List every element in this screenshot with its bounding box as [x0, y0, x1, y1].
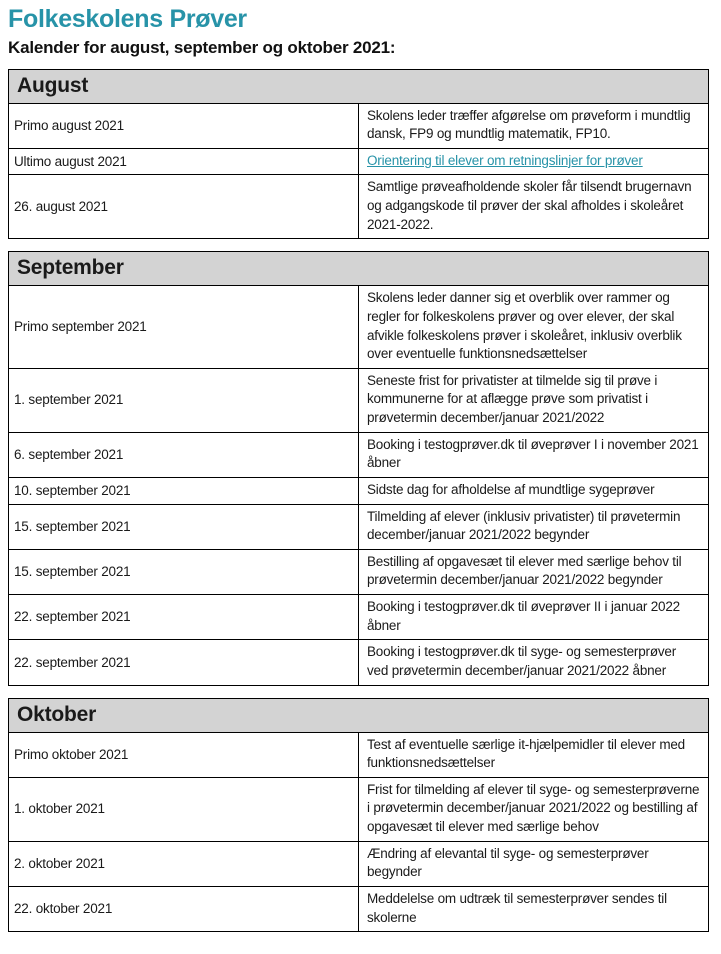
month-table-body	[9, 103, 709, 239]
date-cell: 10. september 2021	[9, 477, 359, 504]
date-cell: 15. september 2021	[9, 549, 359, 594]
table-row	[9, 103, 709, 148]
table-row	[9, 777, 709, 841]
date-cell: Primo september 2021	[9, 286, 359, 369]
month-header: August	[9, 69, 709, 103]
date-cell: Primo august 2021	[9, 103, 359, 148]
description-cell: Frist for tilmelding af elever til syge- og semesterprøverne i prøvetermin december/januar 2021/2022 og bestilling af opgavesæt til elever med særlige behov	[359, 777, 709, 841]
table-row	[9, 477, 709, 504]
description-cell: Test af eventuelle særlige it-hjælpemidler til elever med funktionsnedsættelser	[359, 732, 709, 777]
page-subtitle: Kalender for august, september og oktober 2021:	[8, 37, 396, 57]
month-header: September	[9, 252, 709, 286]
date-cell: 1. oktober 2021	[9, 777, 359, 841]
description-cell: Sidste dag for afholdelse af mundtlige sygeprøver	[359, 477, 709, 504]
description-cell: Meddelelse om udtræk til semesterprøver sendes til skolerne	[359, 886, 709, 931]
table-row	[9, 886, 709, 931]
description-cell: Booking i testogprøver.dk til syge- og semesterprøver ved prøvetermin december/januar 2021/2022 åbner	[359, 640, 709, 685]
table-row	[9, 286, 709, 369]
table-row	[9, 549, 709, 594]
table-row	[9, 841, 709, 886]
date-cell: Ultimo august 2021	[9, 148, 359, 175]
description-cell: Tilmelding af elever (inklusiv privatister) til prøvetermin december/januar 2021/2022 begynder	[359, 504, 709, 549]
description-cell: Seneste frist for privatister at tilmelde sig til prøve i kommunerne for at aflægge prøve som privatist i prøvetermin december/januar 2021/2022	[359, 368, 709, 432]
date-cell: Primo oktober 2021	[9, 732, 359, 777]
page-title: Folkeskolens Prøver	[8, 5, 247, 33]
description-cell: Ændring af elevantal til syge- og semesterprøver begynder	[359, 841, 709, 886]
date-cell: 6. september 2021	[9, 432, 359, 477]
table-row	[9, 595, 709, 640]
date-cell: 22. september 2021	[9, 595, 359, 640]
month-header-row	[9, 252, 709, 286]
month-table-august	[8, 69, 709, 240]
description-cell: Booking i testogprøver.dk til øveprøver II i januar 2022 åbner	[359, 595, 709, 640]
description-cell	[359, 148, 709, 175]
month-header-row	[9, 69, 709, 103]
date-cell: 1. september 2021	[9, 368, 359, 432]
month-table-body	[9, 732, 709, 932]
month-table-september	[8, 251, 709, 685]
description-cell: Booking i testogprøver.dk til øveprøver I i november 2021 åbner	[359, 432, 709, 477]
date-cell: 15. september 2021	[9, 504, 359, 549]
table-row	[9, 732, 709, 777]
description-cell: Skolens leder danner sig et overblik over rammer og regler for folkeskolens prøver og over elever, der skal afvikle folkeskolens prøver i skoleåret, inklusiv overblik over eventuelle funktionsnedsættelser	[359, 286, 709, 369]
description-cell: Skolens leder træffer afgørelse om prøveform i mundtlig dansk, FP9 og mundtlig matematik, FP10.	[359, 103, 709, 148]
link-orientering-retningslinjer[interactable]: Orientering til elever om retningslinjer for prøver	[367, 152, 643, 168]
description-cell: Samtlige prøveafholdende skoler får tilsendt brugernavn og adgangskode til prøver der skal afholdes i skoleåret 2021-2022.	[359, 175, 709, 239]
month-table-body	[9, 286, 709, 685]
tables-container	[8, 69, 713, 933]
description-cell: Bestilling af opgavesæt til elever med særlige behov til prøvetermin december/januar 2021/2022 begynder	[359, 549, 709, 594]
table-row	[9, 432, 709, 477]
date-cell: 2. oktober 2021	[9, 841, 359, 886]
date-cell: 22. oktober 2021	[9, 886, 359, 931]
table-row	[9, 148, 709, 175]
table-row	[9, 640, 709, 685]
month-header: Oktober	[9, 698, 709, 732]
month-header-row	[9, 698, 709, 732]
date-cell: 22. september 2021	[9, 640, 359, 685]
month-table-oktober	[8, 698, 709, 933]
table-row	[9, 368, 709, 432]
table-row	[9, 504, 709, 549]
date-cell: 26. august 2021	[9, 175, 359, 239]
table-row	[9, 175, 709, 239]
